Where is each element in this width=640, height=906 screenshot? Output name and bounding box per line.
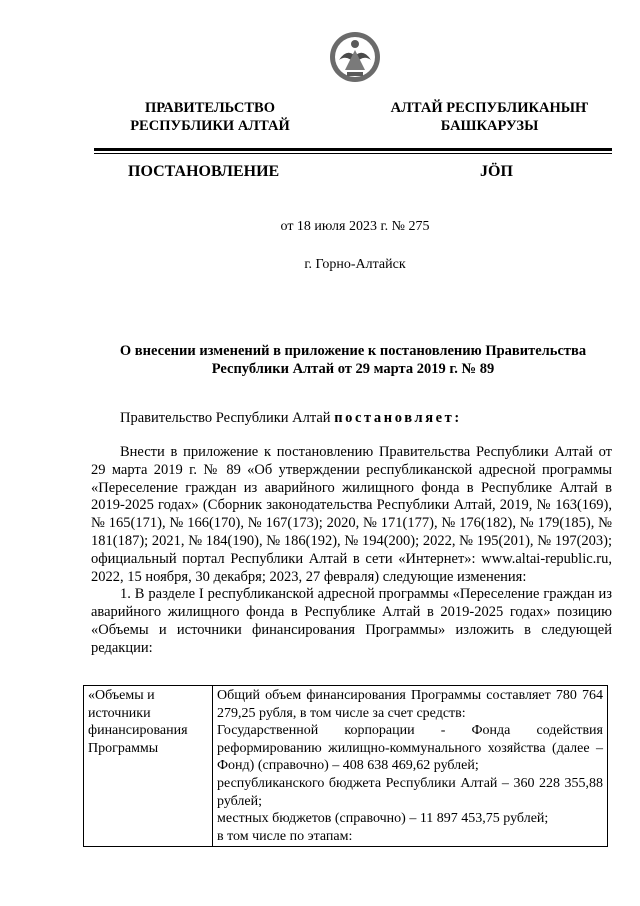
document-date-number: от 18 июля 2023 г. № 275 xyxy=(280,219,430,234)
issuer-alt-line-2: БАШКАРУЗЫ xyxy=(440,118,539,134)
issuer-alt-line-1: АЛТАЙ РЕСПУБЛИКАНЫҤ xyxy=(390,100,589,116)
document-city: г. Горно-Алтайск xyxy=(304,257,406,272)
financing-line-fund: Государственной корпорации - Фонда содействия реформированию жилищно-коммунального хозяйства (далее – Фонд) (справочно) – 408 638 469,62 рублей; xyxy=(217,723,603,774)
issuer-ru-line-1: ПРАВИТЕЛЬСТВО xyxy=(145,100,275,116)
decree-statement xyxy=(91,410,612,428)
paragraph-item-1: 1. В разделе I республиканской адресной программы «Переселение граждан из аварийного жилищного фонда в Республике Алтай в 2019-2025 годах» позицию «Объемы и источники финансирования Программы» изложить в следующей редакции: xyxy=(91,586,612,656)
financing-line-republic-budget: республиканского бюджета Республики Алтай – 360 228 355,88 рублей; xyxy=(217,775,603,809)
document-body xyxy=(91,444,612,658)
decree-verb: постановляет: xyxy=(334,410,462,426)
header-divider-thick xyxy=(94,148,612,151)
financing-label-cell: «Объемы и источники финансирования Программы xyxy=(84,686,213,847)
table-row xyxy=(84,686,608,847)
decree-lead: Правительство Республики Алтай xyxy=(120,410,335,426)
document-title: О внесении изменений в приложение к постановлению Правительства Республики Алтай от 29 марта 2019 г. № 89 xyxy=(119,343,587,377)
financing-details-cell xyxy=(213,686,608,847)
paragraph-amendment-intro: Внести в приложение к постановлению Правительства Республики Алтай от 29 марта 2019 г. № 89 «Об утверждении республиканской адресной программы «Переселение граждан из аварийного жилищного фонда в Республике Алтай в 2019-2025 годах» (Сборник законодательства Республики Алтай, 2019, № 163(169), № 165(171), № 166(170), № 167(173); 2020, № 171(177), № 176(182), № 179(185), № 181(187); 2021, № 184(190), № 186(192), № 194(200); 2022, № 195(201), № 197(203); официальный портал Республики Алтай в сети «Интернет»: www.altai-republic.ru, 2022, 15 ноября, 30 декабря; 2023, 27 февраля) следующие изменения: xyxy=(91,444,612,585)
financing-line-local-budgets: местных бюджетов (справочно) – 11 897 453,75 рублей; xyxy=(217,811,549,827)
document-type-russian: ПОСТАНОВЛЕНИЕ xyxy=(128,163,280,180)
issuer-ru-line-2: РЕСПУБЛИКИ АЛТАЙ xyxy=(130,118,290,134)
issuer-name-russian xyxy=(110,99,310,135)
document-type-altai: JÖП xyxy=(480,163,513,180)
financing-line-total: Общий объем финансирования Программы составляет 780 764 279,25 рубля, в том числе за счет средств: xyxy=(217,688,603,721)
financing-line-stages: в том числе по этапам: xyxy=(217,828,353,844)
issuer-name-altai xyxy=(372,99,607,135)
coat-of-arms-emblem xyxy=(327,30,383,84)
financing-table xyxy=(83,685,608,847)
header-divider-thin xyxy=(94,153,612,154)
